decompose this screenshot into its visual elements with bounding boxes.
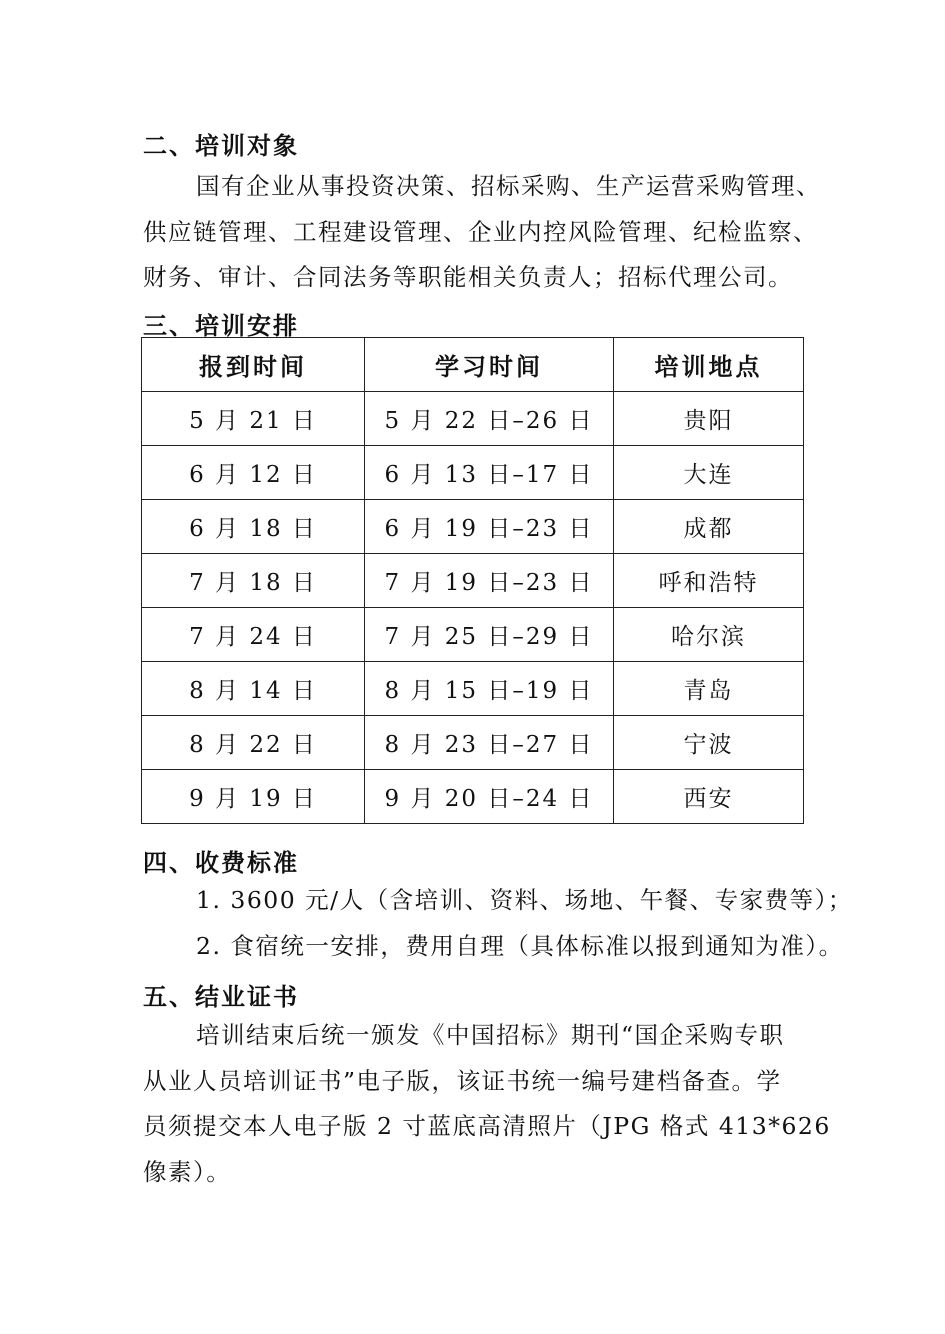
location-cell: 贵阳 bbox=[614, 392, 804, 446]
table-row bbox=[142, 608, 804, 662]
table-row bbox=[142, 770, 804, 824]
study-dates-cell: 6 月 13 日–17 日 bbox=[365, 446, 614, 500]
paragraph-line: 供应链管理、工程建设管理、企业内控风险管理、纪检监察、 bbox=[143, 217, 818, 246]
fee-item: 2. 食宿统一安排，费用自理（具体标准以报到通知为准）。 bbox=[196, 931, 844, 960]
fee-item: 1. 3600 元/人（含培训、资料、场地、午餐、专家费等）； bbox=[196, 886, 853, 914]
column-header-registration-date: 报到时间 bbox=[142, 338, 365, 392]
location-cell: 哈尔滨 bbox=[614, 608, 804, 662]
study-dates-cell: 7 月 19 日–23 日 bbox=[365, 554, 614, 608]
location-cell: 成都 bbox=[614, 500, 804, 554]
location-cell: 青岛 bbox=[614, 662, 804, 716]
paragraph-line: 员须提交本人电子版 2 寸蓝底高清照片（JPG 格式 413*626 bbox=[143, 1112, 831, 1140]
column-header-study-dates: 学习时间 bbox=[365, 338, 614, 392]
registration-date-cell: 6 月 18 日 bbox=[142, 500, 365, 554]
certificate-paragraph bbox=[143, 1013, 831, 1195]
registration-date-cell: 9 月 19 日 bbox=[142, 770, 365, 824]
section-heading-certificate: 五、结业证书 bbox=[143, 983, 299, 1011]
paragraph-line: 从业人员培训证书”电子版，该证书统一编号建档备查。学 bbox=[143, 1066, 782, 1095]
section-heading-training-target: 二、培训对象 bbox=[143, 132, 299, 160]
registration-date-cell: 5 月 21 日 bbox=[142, 392, 365, 446]
registration-date-cell: 6 月 12 日 bbox=[142, 446, 365, 500]
table-header-row bbox=[142, 338, 804, 392]
registration-date-cell: 7 月 24 日 bbox=[142, 608, 365, 662]
table-row bbox=[142, 716, 804, 770]
paragraph-line: 像素）。 bbox=[143, 1157, 232, 1186]
training-target-paragraph bbox=[143, 164, 823, 301]
paragraph-line: 财务、审计、合同法务等职能相关负责人；招标代理公司。 bbox=[143, 263, 793, 291]
study-dates-cell: 7 月 25 日–29 日 bbox=[365, 608, 614, 662]
study-dates-cell: 8 月 23 日–27 日 bbox=[365, 716, 614, 770]
registration-date-cell: 8 月 14 日 bbox=[142, 662, 365, 716]
study-dates-cell: 5 月 22 日–26 日 bbox=[365, 392, 614, 446]
schedule-table bbox=[141, 337, 804, 824]
location-cell: 西安 bbox=[614, 770, 804, 824]
registration-date-cell: 7 月 18 日 bbox=[142, 554, 365, 608]
paragraph-line: 培训结束后统一颁发《中国招标》期刊“国企采购专职 bbox=[196, 1021, 785, 1049]
registration-date-cell: 8 月 22 日 bbox=[142, 716, 365, 770]
section-heading-training-schedule: 三、培训安排 bbox=[143, 312, 299, 340]
table-row bbox=[142, 500, 804, 554]
column-header-location: 培训地点 bbox=[614, 338, 804, 392]
study-dates-cell: 6 月 19 日–23 日 bbox=[365, 500, 614, 554]
study-dates-cell: 8 月 15 日–19 日 bbox=[365, 662, 614, 716]
table-row bbox=[142, 662, 804, 716]
location-cell: 呼和浩特 bbox=[614, 554, 804, 608]
location-cell: 宁波 bbox=[614, 716, 804, 770]
table-row bbox=[142, 554, 804, 608]
study-dates-cell: 9 月 20 日–24 日 bbox=[365, 770, 614, 824]
table-row bbox=[142, 392, 804, 446]
location-cell: 大连 bbox=[614, 446, 804, 500]
table-row bbox=[142, 446, 804, 500]
paragraph-line: 国有企业从事投资决策、招标采购、生产运营采购管理、 bbox=[196, 172, 821, 200]
section-heading-fees: 四、收费标准 bbox=[143, 849, 299, 877]
fees-paragraph bbox=[143, 878, 853, 969]
